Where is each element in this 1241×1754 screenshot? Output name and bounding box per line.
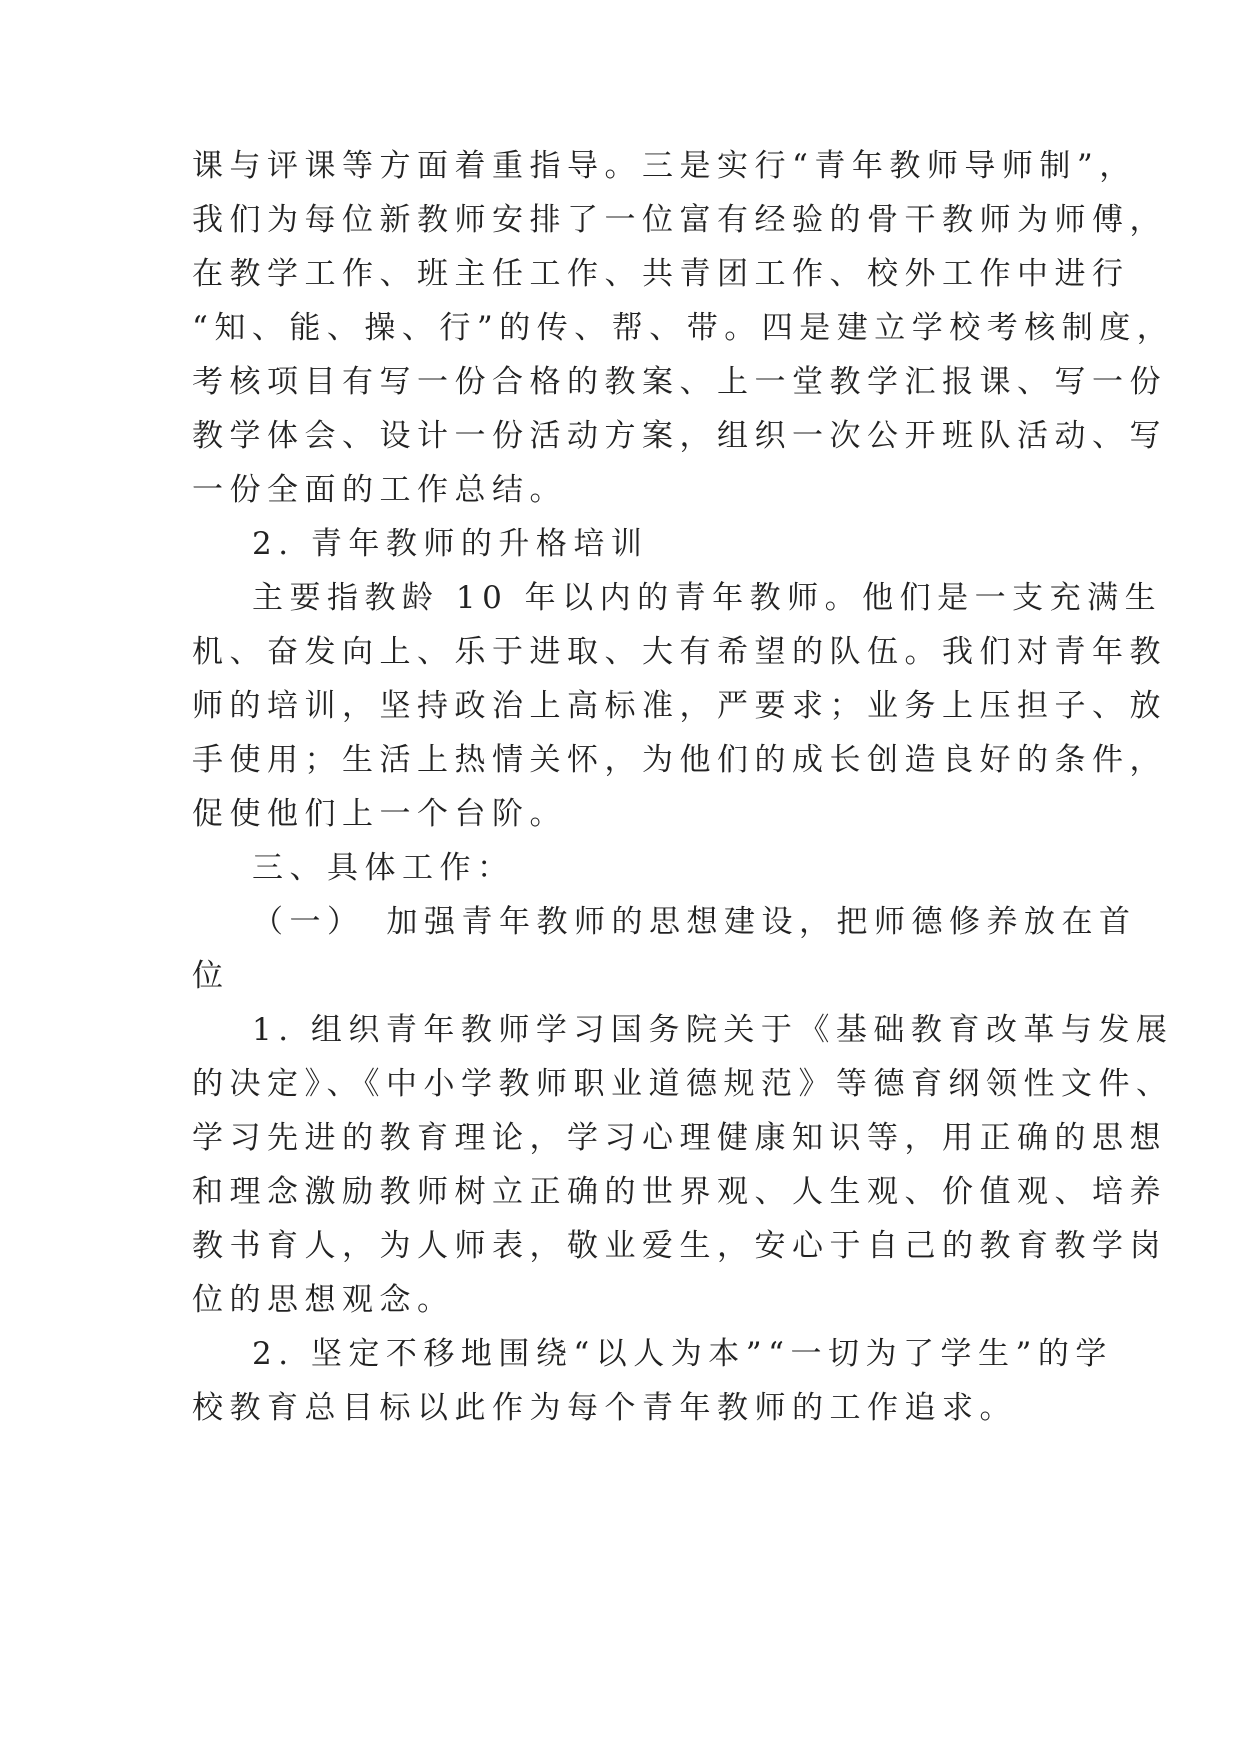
paragraph-line: 2. 坚定不移地围绕“以人为本”“一切为了学生”的学 [252, 1336, 1113, 1372]
paragraph-line: 教学体会、设计一份活动方案，组织一次公开班队活动、写 [192, 418, 1167, 454]
paragraph-line: 位的思想观念。 [192, 1282, 455, 1318]
paragraph-line: 我们为每位新教师安排了一位富有经验的骨干教师为师傅， [192, 202, 1167, 238]
subsection-heading: （一） 加强青年教师的思想建设，把师德修养放在首 [252, 904, 1137, 940]
paragraph-line: 教书育人，为人师表，敬业爱生，安心于自己的教育教学岗 [192, 1228, 1167, 1264]
paragraph-line: 师的培训，坚持政治上高标准，严要求；业务上压担子、放 [192, 688, 1167, 724]
paragraph-line: 在教学工作、班主任工作、共青团工作、校外工作中进行 [192, 256, 1130, 292]
paragraph-line: 一份全面的工作总结。 [192, 472, 567, 508]
paragraph-line: 考核项目有写一份合格的教案、上一堂教学汇报课、写一份 [192, 364, 1167, 400]
paragraph-line: 促使他们上一个台阶。 [192, 796, 567, 832]
paragraph-line: 手使用；生活上热情关怀，为他们的成长创造良好的条件， [192, 742, 1167, 778]
paragraph-line: 校教育总目标以此作为每个青年教师的工作追求。 [192, 1390, 1017, 1426]
paragraph-line: 的决定》、《中小学教师职业道德规范》等德育纲领性文件、 [192, 1066, 1174, 1102]
subsection-heading: 2. 青年教师的升格培训 [252, 526, 649, 562]
paragraph-line: 学习先进的教育理论，学习心理健康知识等，用正确的思想 [192, 1120, 1167, 1156]
paragraph-line: 主要指教龄 10 年以内的青年教师。他们是一支充满生 [252, 580, 1163, 616]
section-heading: 三、具体工作： [252, 850, 515, 886]
paragraph-line: 课与评课等方面着重指导。三是实行“青年教师导师制”， [192, 148, 1137, 184]
paragraph-line: 和理念激励教师树立正确的世界观、人生观、价值观、培养 [192, 1174, 1167, 1210]
subsection-heading-continuation: 位 [192, 958, 230, 994]
paragraph-line: 机、奋发向上、乐于进取、大有希望的队伍。我们对青年教 [192, 634, 1167, 670]
paragraph-line: “知、能、操、行”的传、帮、带。四是建立学校考核制度， [192, 310, 1175, 346]
paragraph-line: 1. 组织青年教师学习国务院关于《基础教育改革与发展 [252, 1012, 1174, 1048]
